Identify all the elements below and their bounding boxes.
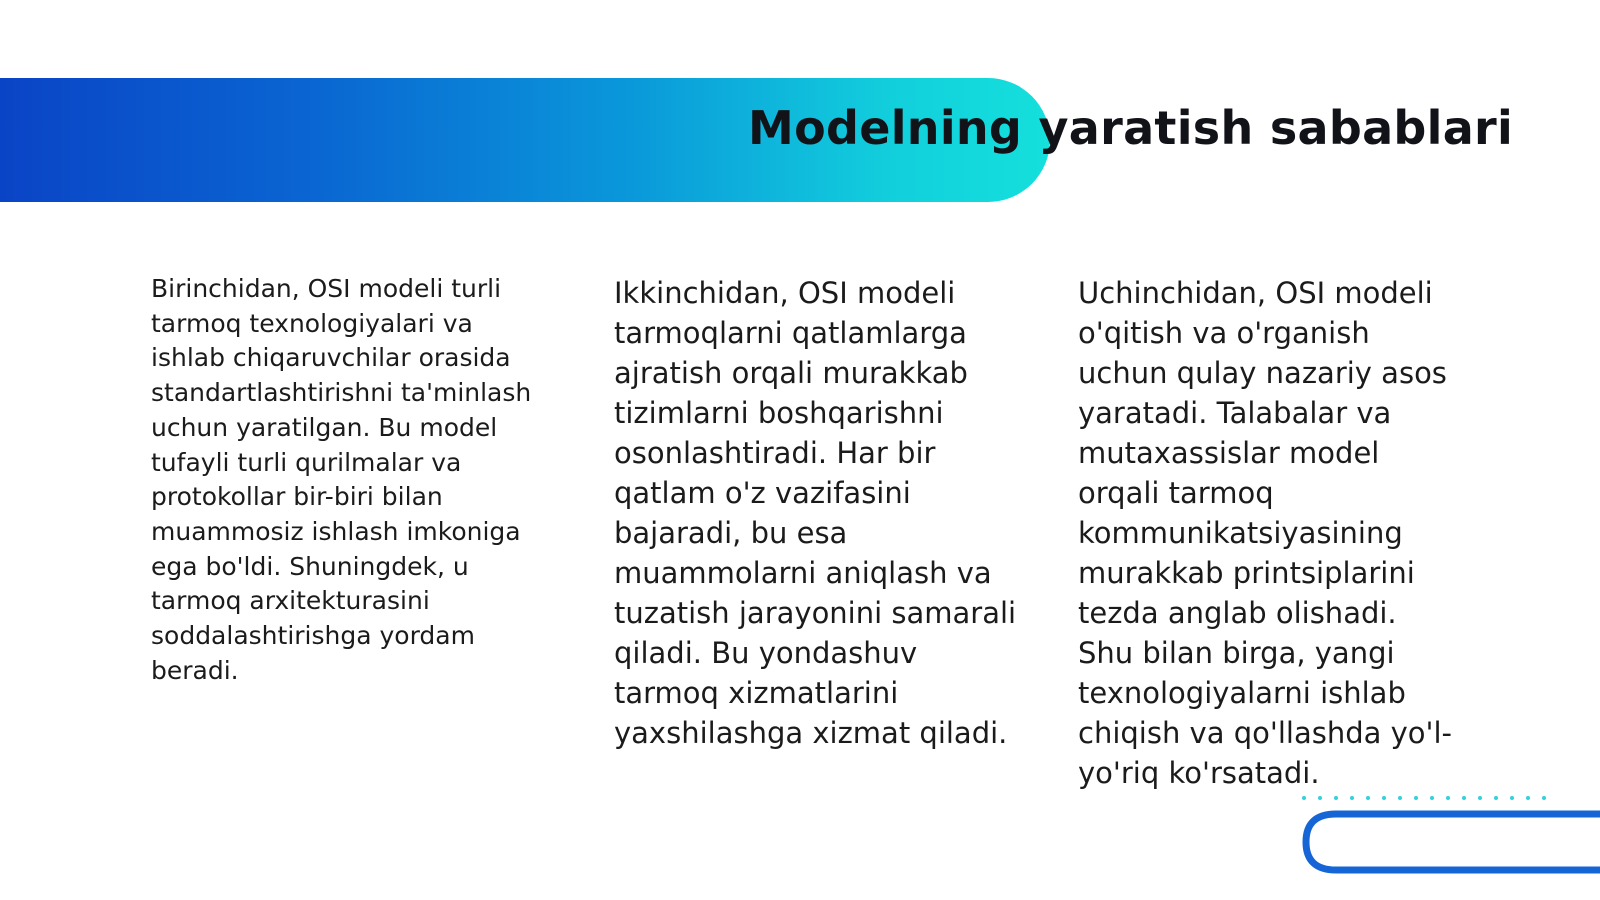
decorative-line-shape (1296, 786, 1600, 890)
slide-title: Modelning yaratish sabablari (748, 101, 1514, 155)
decorative-dot-row (1302, 796, 1546, 800)
text-column-third: Uchinchidan, OSI modeli o'qitish va o'rganish uchun qulay nazariy asos yaratadi. Talabalar va mutaxassislar model orqali tarmoq kommunikatsiyasining murakkab printsiplarini tezda anglab olishadi. Shu bilan birga, yangi texnologiyalarni ishlab chiqish va qo'llashda yo'l-yo'riq ko'rsatadi. (1078, 276, 1452, 790)
decorative-rounded-line (1306, 814, 1600, 870)
text-column-first: Birinchidan, OSI modeli turli tarmoq texnologiyalari va ishlab chiqaruvchilar orasida standartlashtirishni ta'minlash uchun yaratilgan. Bu model tufayli turli qurilmalar va protokollar bir-biri bilan muammosiz ishlash imkoniga ega bo'ldi. Shuningdek, u tarmoq arxitekturasini soddalashtirishga yordam beradi. (151, 274, 532, 685)
text-column-second: Ikkinchidan, OSI modeli tarmoqlarni qatlamlarga ajratish orqali murakkab tizimlarni boshqarishni osonlashtiradi. Har bir qatlam o'z vazifasini bajaradi, bu esa muammolarni aniqlash va tuzatish jarayonini samarali qiladi. Bu yondashuv tarmoq xizmatlarini yaxshilashga xizmat qiladi. (614, 276, 1017, 750)
